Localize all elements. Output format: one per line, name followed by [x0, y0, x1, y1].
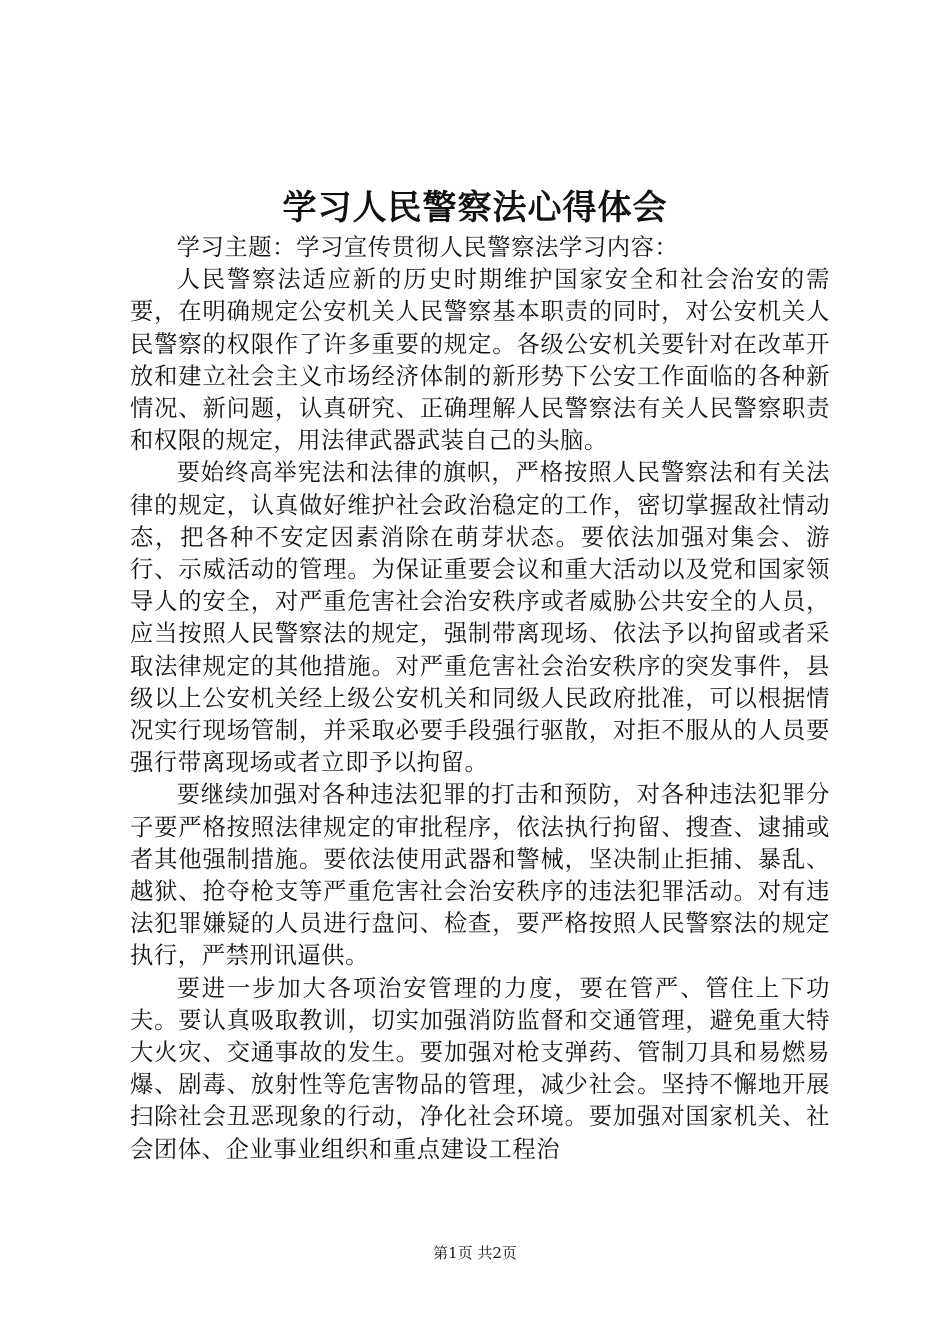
- paragraph-4: 要进一步加大各项治安管理的力度，要在管严、管住上下功夫。要认真吸取教训，切实加强消防监督和交通管理，避免重大特大火灾、交通事故的发生。要加强对枪支弹药、管制刀具和易燃易爆、剧毒、放射性等危害物品的管理，减少社会。坚持不懈地开展扫除社会丑恶现象的行动，净化社会环境。要加强对国家机关、社会团体、企业事业组织和重点建设工程治: [130, 974, 830, 1163]
- paragraph-topic: 学习主题：学习宣传贯彻人民警察法学习内容：: [176, 234, 679, 261]
- page-number-footer: 第1页 共2页: [433, 1244, 517, 1262]
- paragraph-1: 人民警察法适应新的历史时期维护国家安全和社会治安的需要，在明确规定公安机关人民警察基本职责的同时，对公安机关人民警察的权限作了许多重要的规定。各级公安机关要针对在改革开放和建立社会主义市场经济体制的新形势下公安工作面临的各种新情况、新问题，认真研究、正确理解人民警察法有关人民警察职责和权限的规定，用法律武器武装自己的头脑。: [130, 266, 830, 455]
- paragraph-2: 要始终高举宪法和法律的旗帜，严格按照人民警察法和有关法律的规定，认真做好维护社会政治稳定的工作，密切掌握敌社情动态，把各种不安定因素消除在萌芽状态。要依法加强对集会、游行、示威活动的管理。为保证重要会议和重大活动以及党和国家领导人的安全，对严重危害社会治安秩序或者威胁公共安全的人员，应当按照人民警察法的规定，强制带离现场、依法予以拘留或者采取法律规定的其他措施。对严重危害社会治安秩序的突发事件，县级以上公安机关经上级公安机关和同级人民政府批准，可以根据情况实行现场管制，并采取必要手段强行驱散，对拒不服从的人员要强行带离现场或者立即予以拘留。: [130, 459, 830, 777]
- document-body: [130, 232, 830, 1166]
- document-title: 学习人民警察法心得体会: [282, 188, 668, 228]
- paragraph-3: 要继续加强对各种违法犯罪的打击和预防，对各种违法犯罪分子要严格按照法律规定的审批程序，依法执行拘留、搜查、逮捕或者其他强制措施。要依法使用武器和警械，坚决制止拒捕、暴乱、越狱、抢夺枪支等严重危害社会治安秩序的违法犯罪活动。对有违法犯罪嫌疑的人员进行盘问、检查，要严格按照人民警察法的规定执行，严禁刑讯逼供。: [130, 781, 830, 970]
